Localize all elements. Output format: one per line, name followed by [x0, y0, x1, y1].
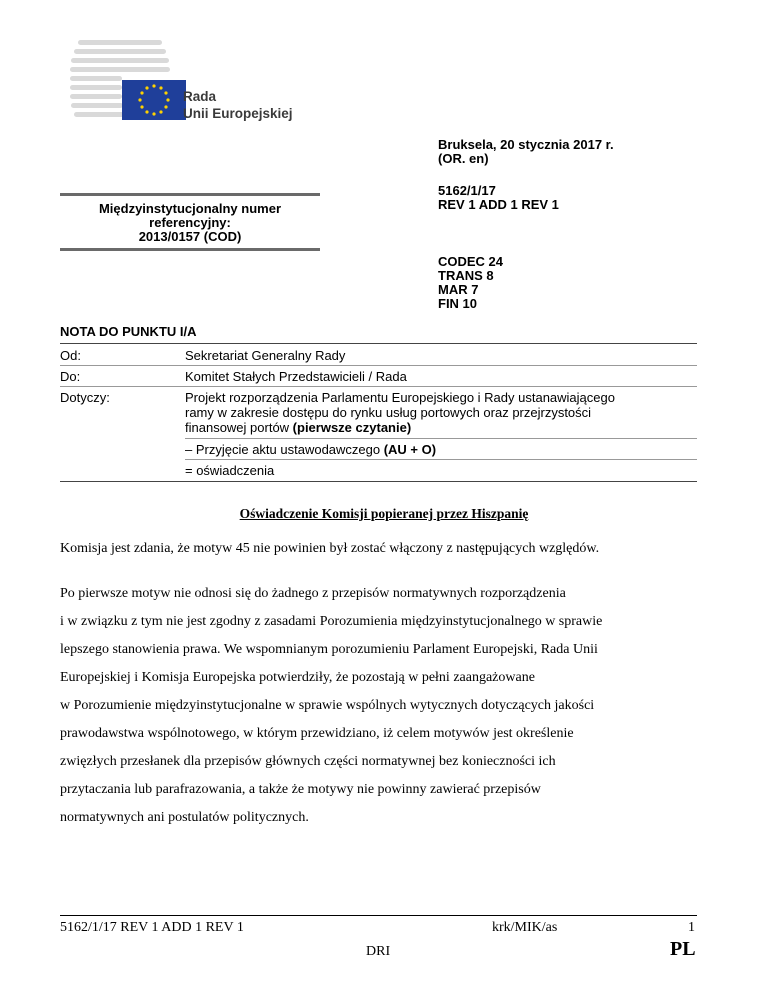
divider [60, 481, 697, 482]
council-name-line1: Rada [183, 89, 217, 104]
statement-heading: Oświadczenie Komisji popieranej przez Hiszpanię [239, 506, 529, 521]
divider [60, 386, 697, 387]
codes-block [438, 255, 503, 311]
body-line: Po pierwsze motyw nie odnosi się do żadnego z przepisów normatywnych rozporządzenia [60, 586, 566, 601]
to-label: Do: [60, 369, 81, 384]
document-number: 5162/1/17 [438, 183, 496, 198]
place-date-block [438, 138, 614, 166]
subject-value [185, 390, 705, 435]
subject-line: Projekt rozporządzenia Parlamentu Europejskiego i Rady ustanawiającego [185, 390, 615, 405]
statement-intro: Komisja jest zdania, że motyw 45 nie powinien był zostać włączony z następujących względów. [60, 541, 600, 556]
document-number-block [438, 184, 559, 212]
body-line: zwięzłych przesłanek dla przepisów głównych części normatywnej bez konieczności ich [60, 754, 556, 769]
footer-initials: krk/MIK/as [492, 920, 558, 935]
divider [60, 365, 697, 366]
reading-stage: (pierwsze czytanie) [292, 420, 412, 435]
from-value: Sekretariat Generalny Rady [185, 348, 346, 363]
statements-line: = oświadczenia [185, 463, 275, 478]
divider [185, 459, 697, 460]
body-line: lepszego stanowienia prawa. We wspomnianym porozumieniu Parlament Europejski, Rada Unii [60, 642, 598, 657]
footer-department: DRI [366, 944, 391, 959]
subject-line [185, 420, 705, 435]
adoption-code: (AU + O) [383, 442, 437, 457]
interinstitutional-reference [60, 193, 320, 251]
nota-title: NOTA DO PUNKTU I/A [60, 324, 197, 339]
to-value: Komitet Stałych Przedstawicieli / Rada [185, 369, 407, 384]
original-language: (OR. en) [438, 151, 489, 166]
code-item: CODEC 24 [438, 254, 504, 269]
subject-label: Dotyczy: [60, 390, 110, 405]
language-code: PL [670, 938, 696, 960]
body-line: i w związku z tym nie jest zgodny z zasadami Porozumienia międzyinstytucjonalnego w sprawie [60, 614, 603, 629]
council-name-line2: Unii Europejskiej [183, 106, 293, 121]
body-line: przytaczania lub parafrazowania, a także że motywy nie powinny zawierać przepisów [60, 782, 541, 797]
reference-line: referencyjny: [149, 215, 231, 230]
adoption-line [185, 442, 705, 457]
from-label: Od: [60, 348, 81, 363]
document-revision: REV 1 ADD 1 REV 1 [438, 197, 559, 212]
body-line: normatywnych ani postulatów politycznych. [60, 810, 309, 825]
body-line: prawodawstwa wspólnotowego, w którym przewidziano, iż celem motywów jest określenie [60, 726, 574, 741]
body-line: Europejskiej i Komisja Europejska potwierdziły, że pozostają w pełni zaangażowane [60, 670, 535, 685]
divider [60, 343, 697, 344]
subject-line: ramy w zakresie dostępu do rynku usług portowych oraz przejrzystości [185, 405, 592, 420]
code-item: FIN 10 [438, 296, 478, 311]
reference-number: 2013/0157 (COD) [138, 229, 242, 244]
page-number: 1 [688, 920, 695, 935]
code-item: TRANS 8 [438, 268, 494, 283]
statement-body [60, 580, 602, 832]
divider [185, 438, 697, 439]
footer-doc-ref: 5162/1/17 REV 1 ADD 1 REV 1 [60, 920, 244, 935]
eu-flag-icon [122, 80, 186, 120]
subject-text: finansowej portów [185, 420, 293, 435]
reference-line: Międzyinstytucjonalny numer [98, 201, 282, 216]
body-line: w Porozumienie międzyinstytucjonalne w sprawie wspólnych wytycznych dotyczących jakości [60, 698, 595, 713]
council-name [183, 88, 293, 122]
footer-divider [60, 915, 697, 916]
adoption-text: – Przyjęcie aktu ustawodawczego [185, 442, 384, 457]
place-date: Bruksela, 20 stycznia 2017 r. [438, 137, 614, 152]
code-item: MAR 7 [438, 282, 479, 297]
